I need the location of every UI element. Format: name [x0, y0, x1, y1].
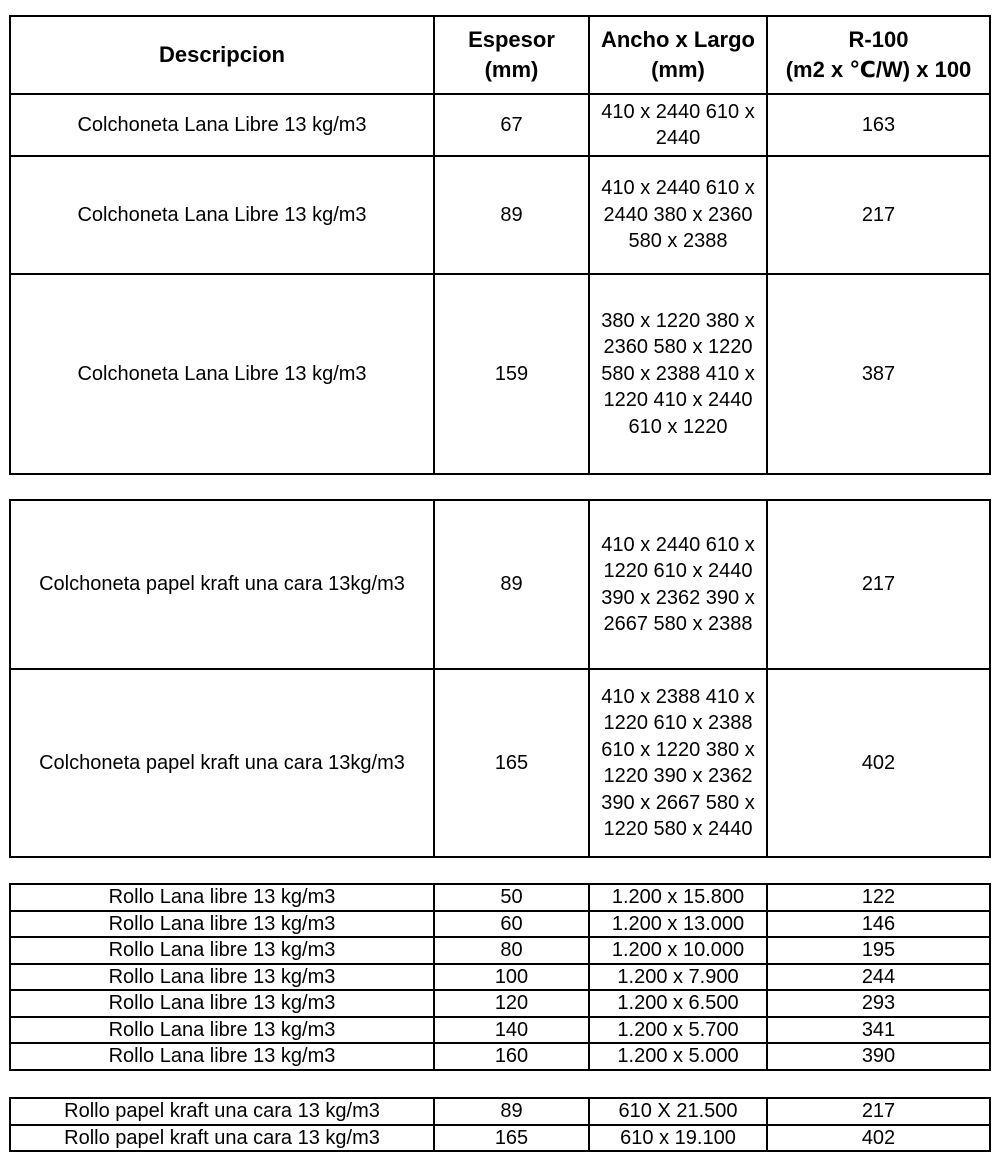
cell-r100: 293	[767, 990, 990, 1017]
cell-espesor: 165	[434, 1125, 589, 1152]
cell-dimensiones: 1.200 x 13.000	[589, 911, 767, 938]
cell-descripcion: Rollo Lana libre 13 kg/m3	[10, 964, 434, 991]
header-row	[10, 16, 990, 94]
cell-descripcion: Colchoneta papel kraft una cara 13kg/m3	[10, 500, 434, 669]
cell-r100: 163	[767, 94, 990, 156]
table-row	[10, 274, 990, 474]
cell-descripcion: Colchoneta Lana Libre 13 kg/m3	[10, 156, 434, 274]
table-row	[10, 1017, 990, 1044]
cell-espesor: 165	[434, 669, 589, 857]
cell-descripcion: Colchoneta papel kraft una cara 13kg/m3	[10, 669, 434, 857]
cell-dimensiones: 410 x 2440 610 x 1220 610 x 2440 390 x 2362 390 x 2667 580 x 2388	[589, 500, 767, 669]
cell-dimensiones: 380 x 1220 380 x 2360 580 x 1220 580 x 2388 410 x 1220 410 x 2440 610 x 1220	[589, 274, 767, 474]
cell-espesor: 120	[434, 990, 589, 1017]
colchoneta-papel-kraft-table	[9, 499, 991, 858]
cell-r100: 244	[767, 964, 990, 991]
cell-espesor: 67	[434, 94, 589, 156]
cell-dimensiones: 1.200 x 6.500	[589, 990, 767, 1017]
cell-espesor: 80	[434, 937, 589, 964]
cell-r100: 195	[767, 937, 990, 964]
cell-espesor: 50	[434, 884, 589, 911]
cell-descripcion: Rollo Lana libre 13 kg/m3	[10, 1043, 434, 1070]
cell-descripcion: Rollo Lana libre 13 kg/m3	[10, 1017, 434, 1044]
header-ancho-largo: Ancho x Largo (mm)	[589, 16, 767, 94]
table-row	[10, 669, 990, 857]
table-row	[10, 1125, 990, 1152]
cell-espesor: 140	[434, 1017, 589, 1044]
cell-descripcion: Colchoneta Lana Libre 13 kg/m3	[10, 274, 434, 474]
cell-dimensiones: 410 x 2440 610 x 2440	[589, 94, 767, 156]
cell-dimensiones: 1.200 x 15.800	[589, 884, 767, 911]
header-r100: R-100 (m2 x ℃/W) x 100	[767, 16, 990, 94]
cell-dimensiones: 1.200 x 5.000	[589, 1043, 767, 1070]
cell-espesor: 89	[434, 500, 589, 669]
header-descripcion: Descripcion	[10, 16, 434, 94]
cell-descripcion: Rollo papel kraft una cara 13 kg/m3	[10, 1125, 434, 1152]
header-espesor: Espesor (mm)	[434, 16, 589, 94]
cell-r100: 341	[767, 1017, 990, 1044]
rollo-papel-kraft-table	[9, 1097, 991, 1152]
colchoneta-lana-libre-table	[9, 15, 991, 475]
cell-r100: 217	[767, 500, 990, 669]
cell-descripcion: Rollo Lana libre 13 kg/m3	[10, 911, 434, 938]
table-row	[10, 500, 990, 669]
table-row	[10, 1043, 990, 1070]
table-row	[10, 911, 990, 938]
cell-dimensiones: 1.200 x 7.900	[589, 964, 767, 991]
cell-r100: 122	[767, 884, 990, 911]
cell-dimensiones: 1.200 x 5.700	[589, 1017, 767, 1044]
rollo-lana-libre-table	[9, 883, 991, 1071]
table-row	[10, 884, 990, 911]
cell-r100: 146	[767, 911, 990, 938]
cell-dimensiones: 410 x 2388 410 x 1220 610 x 2388 610 x 1220 380 x 1220 390 x 2362 390 x 2667 580 x 1220 580 x 2440	[589, 669, 767, 857]
cell-descripcion: Colchoneta Lana Libre 13 kg/m3	[10, 94, 434, 156]
cell-espesor: 100	[434, 964, 589, 991]
cell-r100: 217	[767, 156, 990, 274]
cell-espesor: 60	[434, 911, 589, 938]
cell-dimensiones: 610 X 21.500	[589, 1098, 767, 1125]
table-row	[10, 964, 990, 991]
table-row	[10, 1098, 990, 1125]
cell-espesor: 160	[434, 1043, 589, 1070]
cell-descripcion: Rollo papel kraft una cara 13 kg/m3	[10, 1098, 434, 1125]
cell-descripcion: Rollo Lana libre 13 kg/m3	[10, 884, 434, 911]
cell-r100: 390	[767, 1043, 990, 1070]
cell-descripcion: Rollo Lana libre 13 kg/m3	[10, 990, 434, 1017]
table-row	[10, 937, 990, 964]
cell-descripcion: Rollo Lana libre 13 kg/m3	[10, 937, 434, 964]
cell-dimensiones: 610 x 19.100	[589, 1125, 767, 1152]
table-row	[10, 94, 990, 156]
cell-espesor: 159	[434, 274, 589, 474]
cell-dimensiones: 1.200 x 10.000	[589, 937, 767, 964]
table-row	[10, 990, 990, 1017]
cell-r100: 387	[767, 274, 990, 474]
cell-r100: 217	[767, 1098, 990, 1125]
table-row	[10, 156, 990, 274]
cell-r100: 402	[767, 1125, 990, 1152]
cell-espesor: 89	[434, 1098, 589, 1125]
cell-dimensiones: 410 x 2440 610 x 2440 380 x 2360 580 x 2388	[589, 156, 767, 274]
cell-espesor: 89	[434, 156, 589, 274]
cell-r100: 402	[767, 669, 990, 857]
